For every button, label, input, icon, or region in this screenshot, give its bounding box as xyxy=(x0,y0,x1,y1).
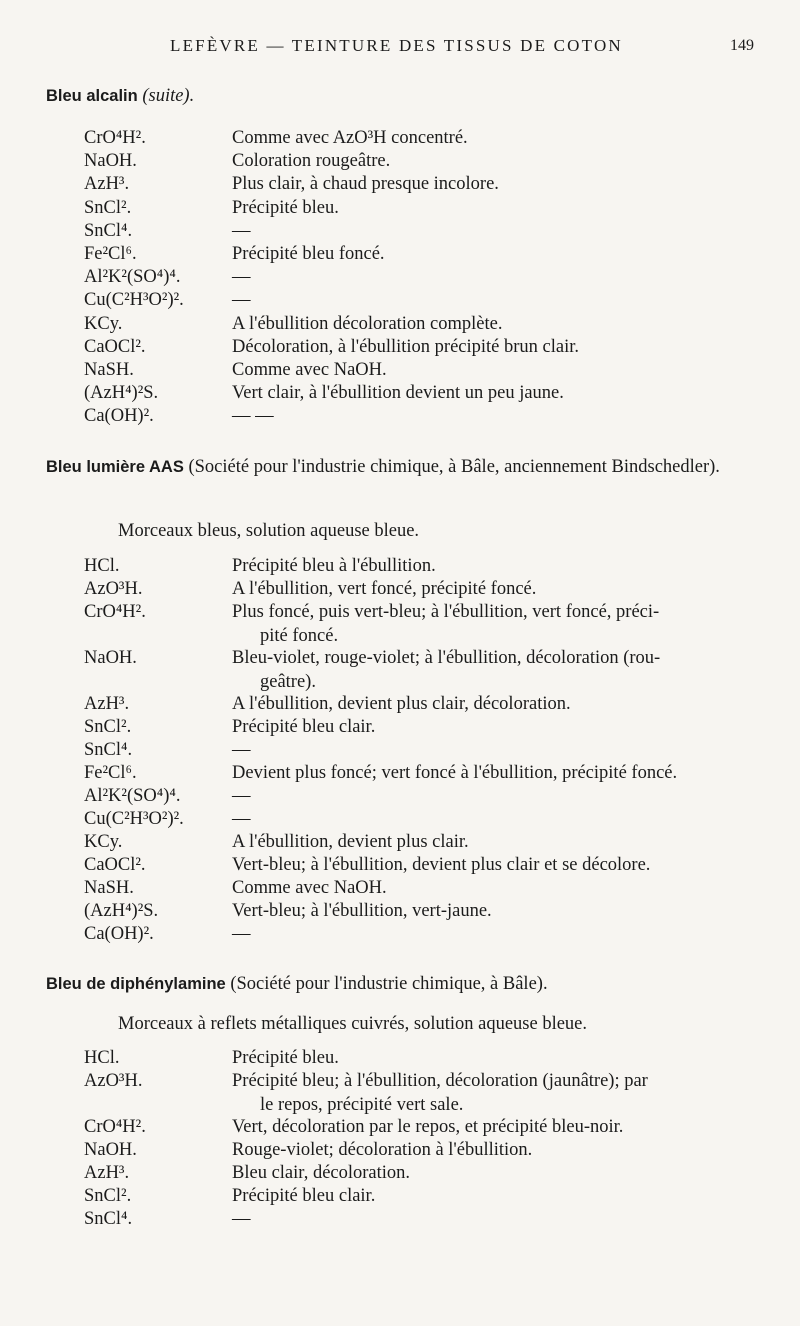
reagent-formula: AzO³H. xyxy=(84,1071,143,1091)
running-header xyxy=(0,36,800,58)
reaction-result-text: A l'ébullition, devient plus clair. xyxy=(232,832,469,852)
reaction-result xyxy=(232,876,387,900)
reaction-result xyxy=(232,1138,532,1162)
section-heading-bleu-alcalin xyxy=(46,86,194,107)
reaction-result-text: Comme avec AzO³H concentré. xyxy=(232,128,468,148)
reaction-result-text: A l'ébullition, vert foncé, précipité foncé. xyxy=(232,579,537,599)
reaction-result-text: — xyxy=(232,809,251,829)
reaction-result-text: A l'ébullition décoloration complète. xyxy=(232,313,503,334)
reaction-result-text: Rouge-violet; décoloration à l'ébullition. xyxy=(232,1140,533,1160)
reagent-formula: SnCl⁴. xyxy=(84,220,133,241)
reagent-formula: NaOH. xyxy=(84,151,137,172)
reaction-result xyxy=(232,646,660,694)
reagent-formula: HCl. xyxy=(84,1048,120,1068)
section-title: Bleu lumière AAS xyxy=(46,458,184,476)
reaction-result-text: Précipité bleu foncé. xyxy=(232,244,385,264)
reagent-formula: Al²K²(SO⁴)⁴. xyxy=(84,267,181,288)
reaction-result xyxy=(232,242,385,266)
reagent-formula: NaSH. xyxy=(84,360,134,380)
reaction-result-text: Vert clair, à l'ébullition devient un peu jaune. xyxy=(232,383,564,404)
reaction-result-text: Vert-bleu; à l'ébullition, vert-jaune. xyxy=(232,901,492,921)
reagent-formula: CrO⁴H². xyxy=(84,602,146,622)
reagent-formula: Ca(OH)². xyxy=(84,924,154,944)
reaction-result-text: Bleu clair, décoloration. xyxy=(232,1163,411,1183)
reaction-result-continuation: le repos, précipité vert sale. xyxy=(260,1095,464,1115)
reaction-result xyxy=(232,381,564,405)
reaction-result-text: Devient plus foncé; vert foncé à l'ébullition, précipité foncé. xyxy=(232,763,678,783)
reaction-result-text: Coloration rougeâtre. xyxy=(232,151,391,172)
reagent-formula: (AzH⁴)²S. xyxy=(84,383,159,404)
reaction-result xyxy=(232,1184,375,1208)
section-source: (Société pour l'industrie chimique, à Bâle). xyxy=(230,974,548,994)
reaction-result xyxy=(232,265,251,289)
reaction-result xyxy=(232,554,436,578)
reaction-result-text: Précipité bleu clair. xyxy=(232,717,376,737)
reaction-result-text: Précipité bleu. xyxy=(232,1048,339,1068)
reagent-formula: KCy. xyxy=(84,832,123,852)
reaction-result xyxy=(232,126,468,150)
reagent-formula: CaOCl². xyxy=(84,855,146,875)
running-title: LEFÈVRE — TEINTURE DES TISSUS DE COTON xyxy=(170,36,623,55)
reaction-result-continuation: pité foncé. xyxy=(260,626,339,646)
reaction-result-text: Précipité bleu. xyxy=(232,197,339,218)
reaction-result-text: Décoloration, à l'ébullition précipité brun clair. xyxy=(232,336,580,357)
sample-description: Morceaux bleus, solution aqueuse bleue. xyxy=(118,521,420,541)
reaction-result xyxy=(232,922,251,946)
section-subtitle: (suite). xyxy=(142,86,195,106)
reaction-result-text: Vert, décoloration par le repos, et précipité bleu-noir. xyxy=(232,1117,624,1137)
reaction-result-text: Comme avec NaOH. xyxy=(232,878,387,898)
reaction-result-text: — xyxy=(232,786,251,806)
reaction-result-text: — xyxy=(232,267,251,288)
reaction-result xyxy=(232,807,251,831)
reagent-formula: CrO⁴H². xyxy=(84,128,146,148)
reagent-formula: AzH³. xyxy=(84,694,130,714)
reagent-formula: Al²K²(SO⁴)⁴. xyxy=(84,786,181,806)
section-source: (Société pour l'industrie chimique, à Bâle, anciennement Bindschedler). xyxy=(188,457,720,477)
reagent-formula: NaSH. xyxy=(84,878,134,898)
reaction-result xyxy=(232,172,499,196)
reaction-result xyxy=(232,692,571,716)
reagent-formula: Fe²Cl⁶. xyxy=(84,763,137,783)
reagent-formula: CrO⁴H². xyxy=(84,1117,146,1137)
reaction-result xyxy=(232,358,387,382)
reagent-formula: Cu(C²H³O²)². xyxy=(84,809,184,829)
reaction-result xyxy=(232,196,339,220)
reaction-result-text: — xyxy=(232,1209,251,1229)
reaction-result xyxy=(232,404,274,428)
reaction-result xyxy=(232,1161,410,1185)
reaction-result-text: A l'ébullition, devient plus clair, décoloration. xyxy=(232,694,571,714)
reagent-formula: NaOH. xyxy=(84,1140,137,1160)
reaction-result-text: Précipité bleu; à l'ébullition, décoloration (jaunâtre); par xyxy=(232,1071,648,1091)
reaction-result xyxy=(232,288,251,312)
reaction-result xyxy=(232,738,251,762)
reaction-result xyxy=(232,600,659,648)
reaction-result xyxy=(232,149,390,173)
reagent-formula: SnCl⁴. xyxy=(84,740,133,760)
reaction-result xyxy=(232,577,536,601)
section-heading-bleu-diphenylamine xyxy=(46,974,548,995)
reagent-formula: HCl. xyxy=(84,556,120,576)
section-title: Bleu de diphénylamine xyxy=(46,975,226,993)
reaction-result xyxy=(232,335,579,359)
reaction-result-text: — xyxy=(232,740,251,760)
reaction-result xyxy=(232,1046,339,1070)
reagent-formula: KCy. xyxy=(84,313,123,334)
reaction-result-text: Bleu-violet, rouge-violet; à l'ébullition, décoloration (rou- xyxy=(232,648,661,668)
reaction-result-text: Précipité bleu à l'ébullition. xyxy=(232,556,436,576)
reaction-result xyxy=(232,1069,648,1117)
reagent-formula: SnCl². xyxy=(84,1186,132,1206)
reaction-result xyxy=(232,830,469,854)
reaction-result xyxy=(232,784,251,808)
reaction-result-text: — xyxy=(232,290,251,311)
reagent-formula: Cu(C²H³O²)². xyxy=(84,290,184,311)
reaction-result-text: Vert-bleu; à l'ébullition, devient plus clair et se décolore. xyxy=(232,855,651,875)
reaction-result xyxy=(232,715,375,739)
reagent-formula: SnCl⁴. xyxy=(84,1209,133,1229)
reaction-result-text: — — xyxy=(232,406,274,427)
reaction-result-text: — xyxy=(232,220,251,241)
reagent-formula: NaOH. xyxy=(84,648,137,668)
sample-description: Morceaux à reflets métalliques cuivrés, solution aqueuse bleue. xyxy=(118,1014,588,1034)
page-number: 149 xyxy=(730,37,754,54)
reaction-result-text: Précipité bleu clair. xyxy=(232,1186,376,1206)
reagent-formula: SnCl². xyxy=(84,197,132,218)
reaction-result-continuation: geâtre). xyxy=(260,672,316,692)
reagent-formula: SnCl². xyxy=(84,717,132,737)
reaction-result-text: Plus foncé, puis vert-bleu; à l'ébullition, vert foncé, préci- xyxy=(232,602,660,622)
reaction-result-text: — xyxy=(232,924,251,944)
reaction-result-text: Comme avec NaOH. xyxy=(232,360,387,380)
reaction-result xyxy=(232,219,251,243)
reaction-result xyxy=(232,312,503,336)
reaction-result xyxy=(232,899,492,923)
reaction-result xyxy=(232,1115,623,1139)
reagent-formula: CaOCl². xyxy=(84,336,146,357)
reagent-formula: AzH³. xyxy=(84,1163,130,1183)
reaction-result xyxy=(232,761,677,785)
reagent-formula: Fe²Cl⁶. xyxy=(84,244,137,264)
reaction-result xyxy=(232,1207,251,1231)
section-title: Bleu alcalin xyxy=(46,87,138,105)
reagent-formula: Ca(OH)². xyxy=(84,406,154,427)
reagent-formula: (AzH⁴)²S. xyxy=(84,901,159,921)
reaction-result-text: Plus clair, à chaud presque incolore. xyxy=(232,174,499,195)
reaction-result xyxy=(232,853,650,877)
reagent-formula: AzH³. xyxy=(84,174,130,195)
reagent-formula: AzO³H. xyxy=(84,579,143,599)
section-heading-bleu-lumiere xyxy=(46,455,754,479)
